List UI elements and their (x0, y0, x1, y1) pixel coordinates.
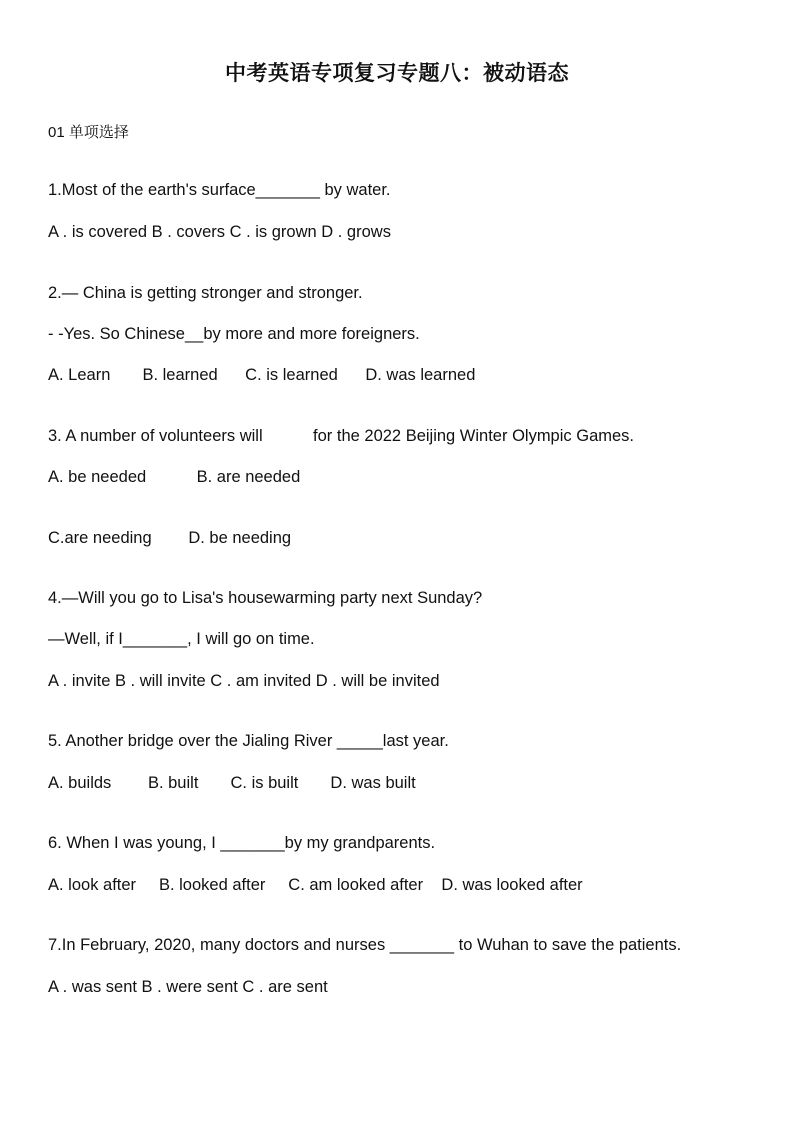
question-3-stem: 3. A number of volunteers will for the 2022 Beijing Winter Olympic Games. (48, 427, 634, 445)
question-3-options-a: A. be needed B. are needed (48, 468, 301, 486)
question-2-reply: - -Yes. So Chinese__by more and more foreigners. (48, 325, 420, 343)
question-1-stem: 1.Most of the earth's surface_______ by water. (48, 181, 391, 199)
question-4-options: A . invite B . will invite C . am invited D . will be invited (48, 672, 440, 690)
question-7-options: A . was sent B . were sent C . are sent (48, 978, 328, 996)
question-5-options: A. builds B. built C. is built D. was built (48, 774, 416, 792)
question-5-stem: 5. Another bridge over the Jialing River _____last year. (48, 732, 449, 750)
document-title: 中考英语专项复习专题八：被动语态 (225, 62, 569, 85)
question-4-stem: 4.—Will you go to Lisa's housewarming party next Sunday? (48, 589, 483, 607)
question-6-stem: 6. When I was young, I _______by my grandparents. (48, 834, 436, 852)
question-2-options: A. Learn B. learned C. is learned D. was learned (48, 366, 476, 384)
question-7-stem: 7.In February, 2020, many doctors and nurses _______ to Wuhan to save the patients. (48, 936, 682, 954)
question-3-options-b: C.are needing D. be needing (48, 529, 292, 547)
question-1-options: A . is covered B . covers C . is grown D . grows (48, 223, 391, 241)
section-heading: 01 单项选择 (48, 124, 129, 141)
question-4-reply: —Well, if I_______, I will go on time. (48, 630, 315, 648)
question-2-stem: 2.— China is getting stronger and stronger. (48, 284, 363, 302)
question-6-options: A. look after B. looked after C. am looked after D. was looked after (48, 876, 583, 894)
